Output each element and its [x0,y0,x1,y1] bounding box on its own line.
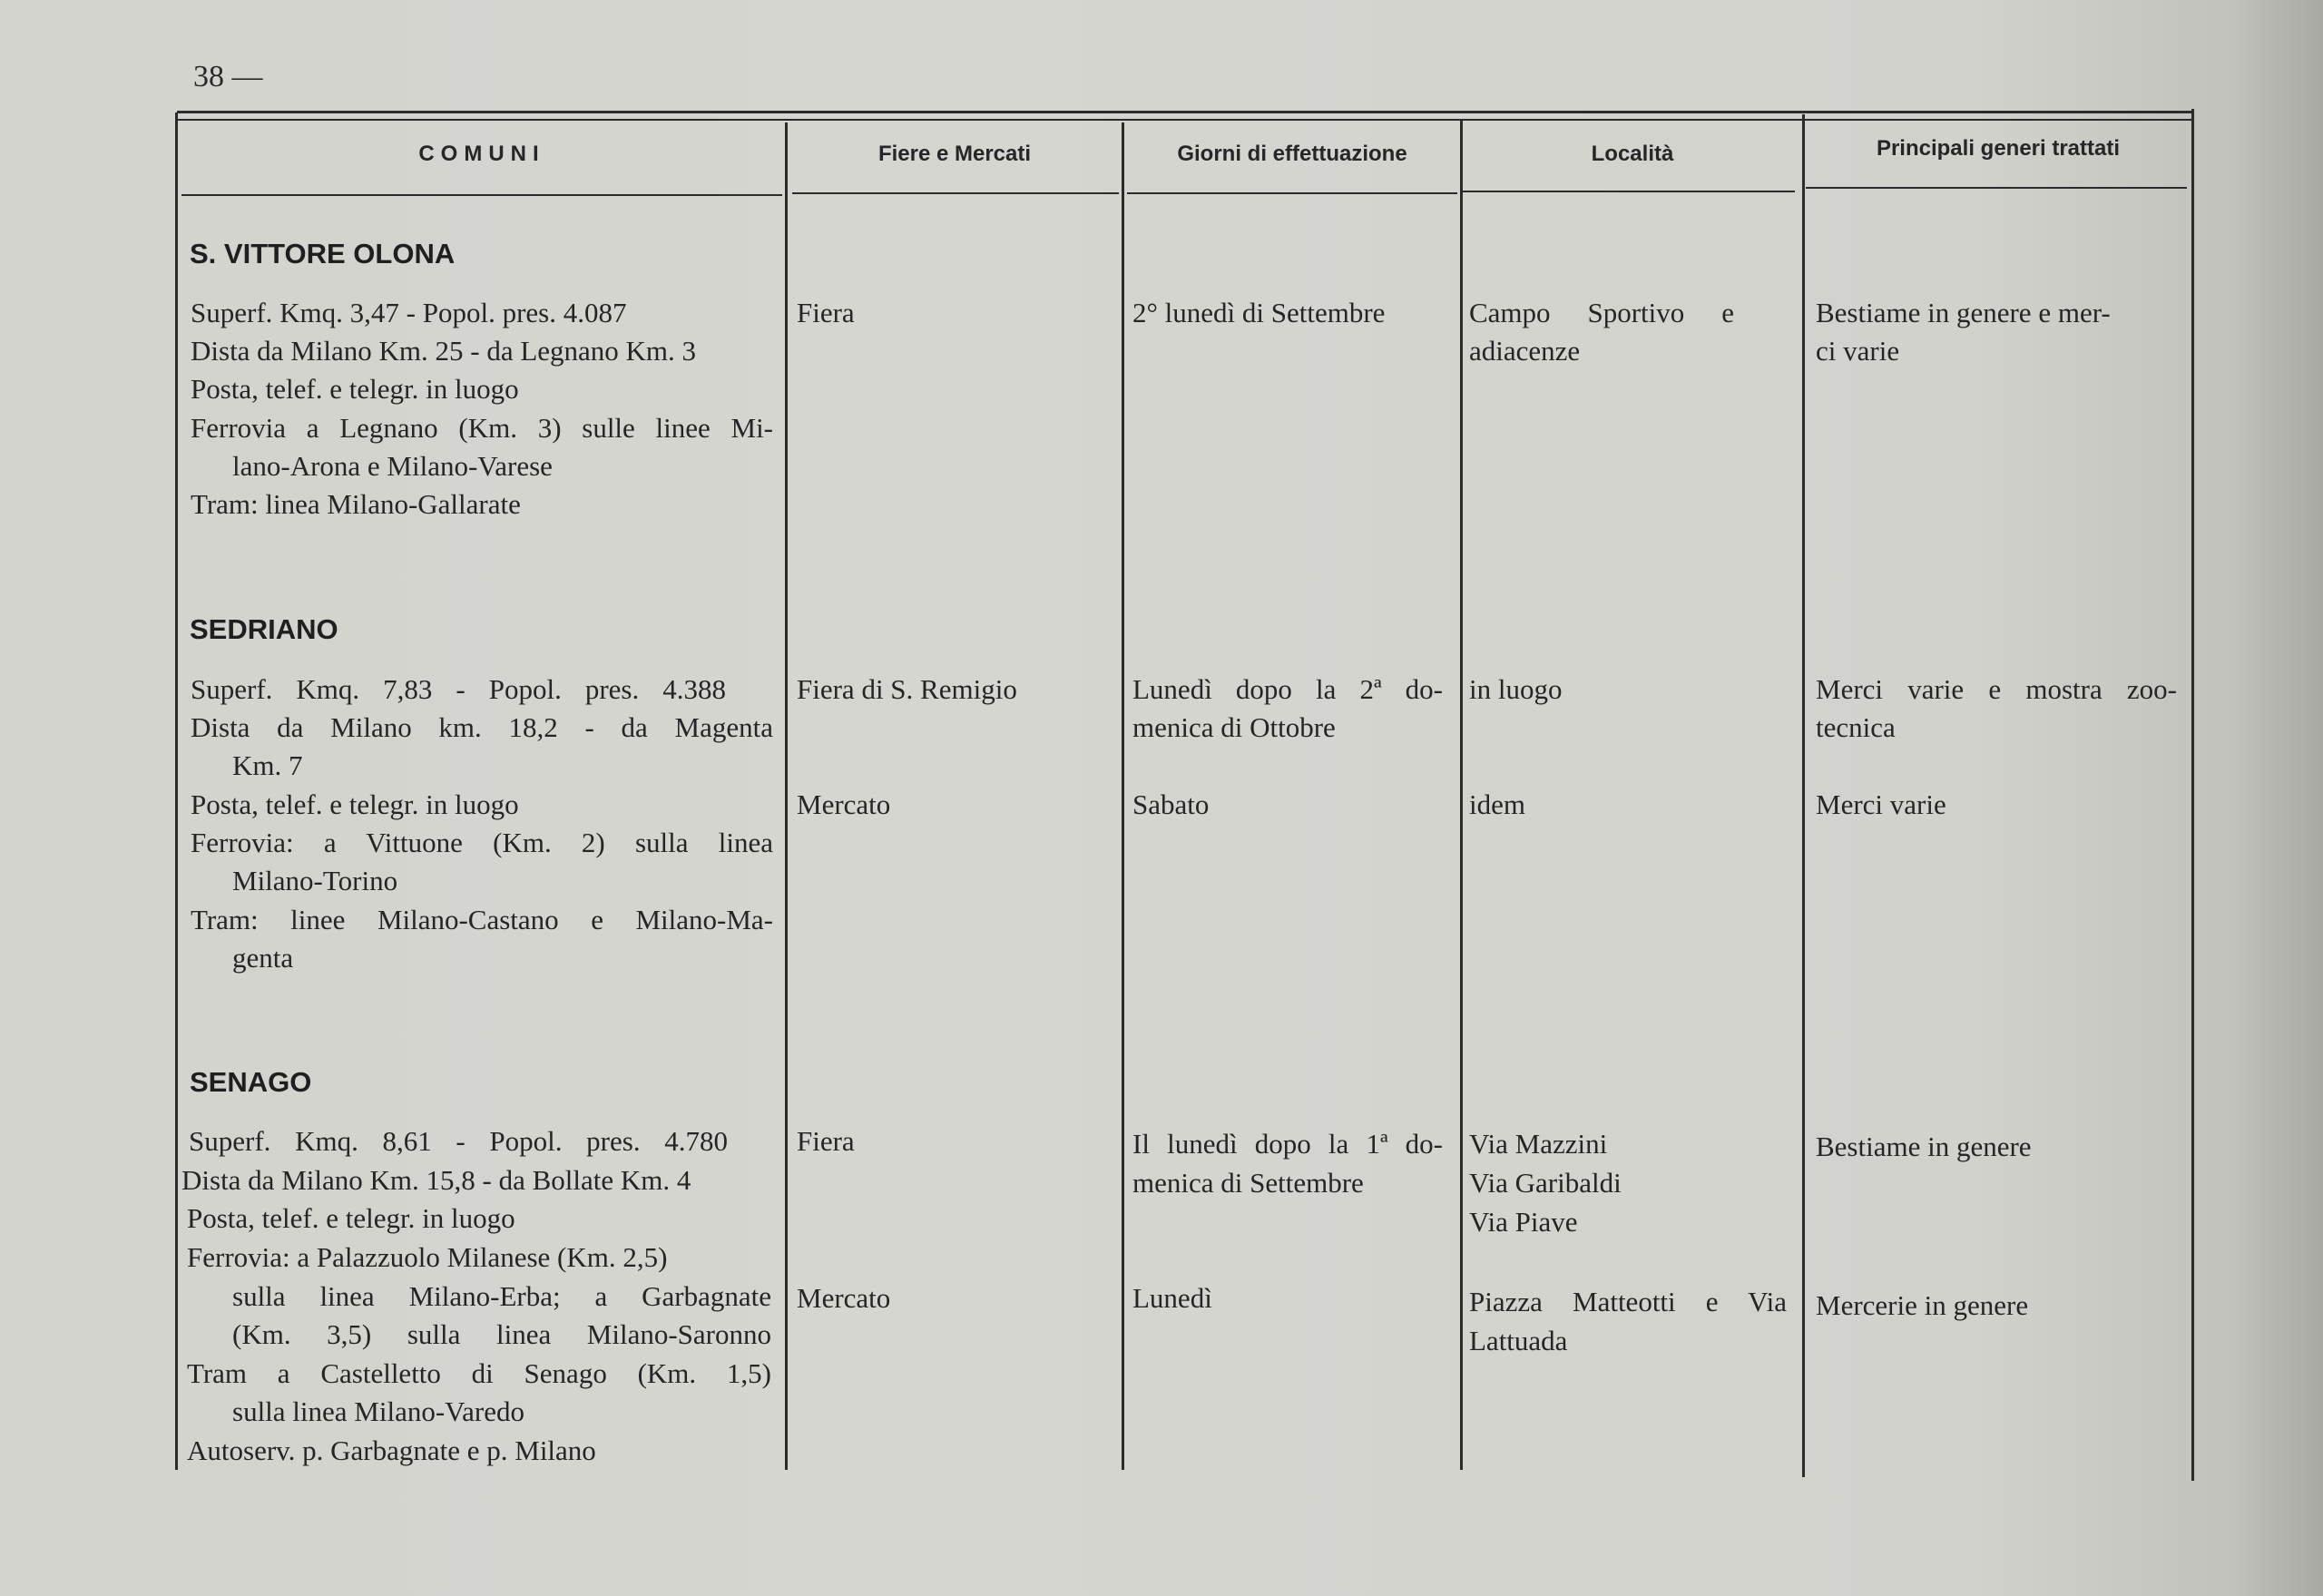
event-giorni: Lunedì dopo la 2ª do- [1132,673,1443,705]
header-underline-localita [1463,191,1795,192]
event-giorni: Il lunedì dopo la 1ª do- [1132,1128,1443,1160]
header-fiere-mercati: Fiere e Mercati [877,142,1032,166]
header-underline-comuni [181,194,782,196]
event-tipo: Fiera [797,1125,855,1157]
column-line-3 [1460,121,1463,1470]
event-localita: Lattuada [1469,1325,1568,1356]
event-tipo: Fiera di S. Remigio [797,673,1017,705]
comune-info-line: Posta, telef. e telegr. in luogo [191,788,519,820]
event-generi: tecnica [1816,711,1896,743]
page-number: 38 — [193,60,263,93]
comune-info-line: Milano-Torino [232,865,398,896]
comune-info-line: Dista da Milano Km. 25 - da Legnano Km. 3 [191,335,697,367]
comune-info-line: Tram a Castelletto di Senago (Km. 1,5) [187,1357,771,1389]
event-giorni: menica di Ottobre [1132,711,1336,743]
column-line-right [2191,109,2194,1481]
header-underline-generi [1806,187,2187,189]
comune-info-line: sulla linea Milano-Varedo [232,1395,524,1427]
comune-info-line: lano-Arona e Milano-Varese [232,450,553,482]
event-generi: Merci varie [1816,788,1946,820]
comune-info-line: sulla linea Milano-Erba; a Garbagnate [232,1280,771,1312]
comune-info-line: Posta, telef. e telegr. in luogo [191,373,519,405]
event-localita: idem [1469,788,1525,820]
event-localita: Via Garibaldi [1469,1167,1622,1199]
comune-info-line: Autoserv. p. Garbagnate e p. Milano [187,1434,596,1466]
comune-info-line: Ferrovia: a Vittuone (Km. 2) sulla linea [191,827,773,858]
header-giorni: Giorni di effettuazione [1177,142,1407,166]
table-top-rule-thin [177,119,2193,121]
comune-info-line: Ferrovia: a Palazzuolo Milanese (Km. 2,5) [187,1241,668,1273]
event-generi: Merci varie e mostra zoo- [1816,673,2177,705]
comune-info-line: Tram: linea Milano-Gallarate [191,488,521,520]
table-top-rule [177,111,2193,113]
column-line-2 [1122,122,1124,1470]
event-giorni: Lunedì [1132,1282,1212,1314]
comune-info-line: Tram: linee Milano-Castano e Milano-Ma- [191,904,773,935]
comune-info-line: genta [232,942,294,974]
event-generi: Bestiame in genere [1816,1131,2032,1162]
comune-info-line: Dista da Milano Km. 15,8 - da Bollate Km. 4 [181,1164,691,1196]
comune-info-line: (Km. 3,5) sulla linea Milano-Saronno [232,1318,771,1350]
comune-name: SENAGO [190,1066,312,1098]
comune-info-line: Superf. Kmq. 8,61 - Popol. pres. 4.780 [189,1125,728,1157]
event-localita: Campo Sportivo e [1469,297,1734,328]
comune-name: S. VITTORE OLONA [190,238,456,269]
event-tipo: Mercato [797,788,891,820]
event-localita: Via Piave [1469,1206,1578,1238]
header-comuni: COMUNI [418,142,545,166]
event-localita: Piazza Matteotti e Via [1469,1286,1787,1317]
comune-info-line: Ferrovia a Legnano (Km. 3) sulle linee Mi- [191,412,773,444]
header-localita: Località [1591,142,1674,166]
header-underline-fiere [792,192,1119,194]
event-tipo: Mercato [797,1282,891,1314]
comune-info-line: Km. 7 [232,749,303,781]
comune-info-line: Dista da Milano km. 18,2 - da Magenta [191,711,773,743]
event-generi: Bestiame in genere e mer- [1816,297,2111,328]
event-localita: adiacenze [1469,335,1581,367]
comune-info-line: Superf. Kmq. 3,47 - Popol. pres. 4.087 [191,297,627,328]
comune-info-line: Posta, telef. e telegr. in luogo [187,1202,515,1234]
event-giorni: 2° lunedì di Settembre [1132,297,1386,328]
event-giorni: Sabato [1132,788,1210,820]
column-line-4 [1802,114,1805,1477]
event-giorni: menica di Settembre [1132,1167,1364,1199]
event-tipo: Fiera [797,297,855,328]
comune-name: SEDRIANO [190,613,338,645]
event-generi: ci varie [1816,335,1900,367]
event-localita: in luogo [1469,673,1563,705]
header-underline-giorni [1127,192,1457,194]
comune-info-line: Superf. Kmq. 7,83 - Popol. pres. 4.388 [191,673,726,705]
event-localita: Via Mazzini [1469,1128,1608,1160]
event-generi: Mercerie in genere [1816,1289,2029,1321]
column-line-left [175,113,178,1470]
header-generi: Principali generi trattati [1876,136,2121,161]
column-line-1 [785,122,788,1470]
